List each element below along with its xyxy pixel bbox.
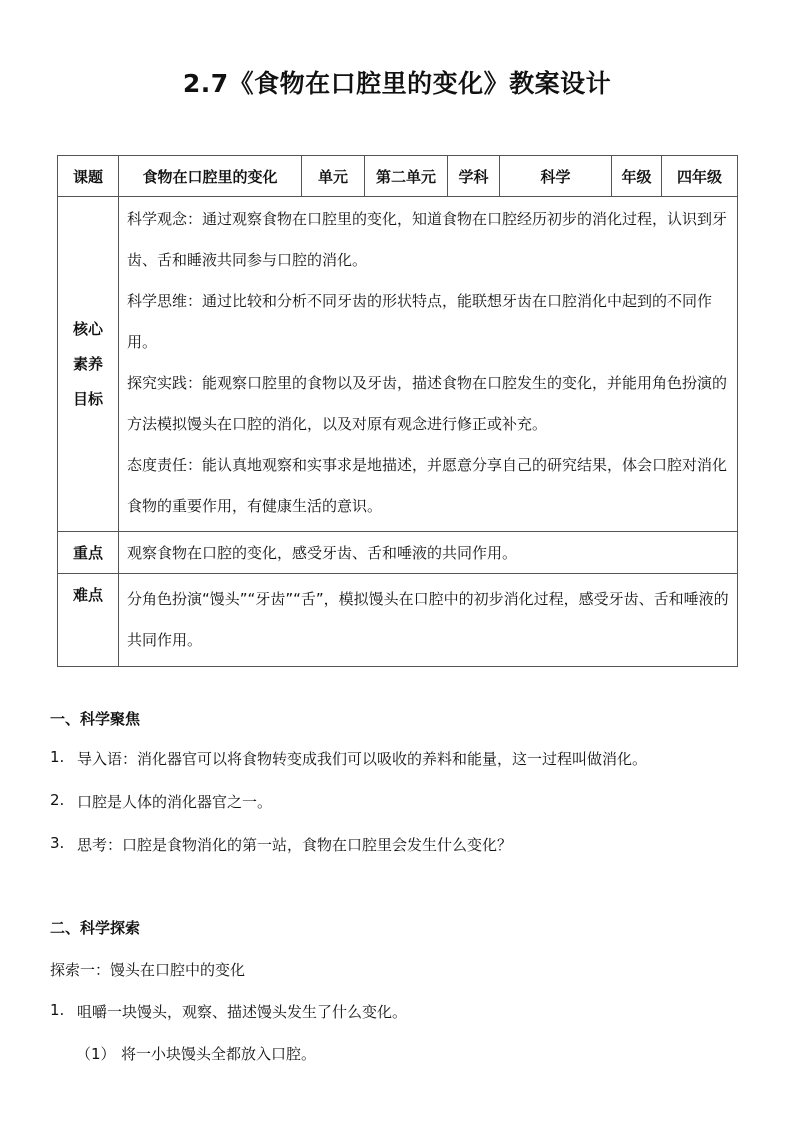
core-label-line: 素养 (72, 354, 103, 373)
core-goals-label (58, 197, 119, 532)
goal-attitude-responsibility: 态度责任：能认真地观察和实事求是地描述，并愿意分享自己的研究结果，体会口腔对消化食物的重要作用，有健康生活的意识。 (127, 456, 728, 515)
difficulty-label: 难点 (58, 574, 119, 667)
sub-list-number: （1） (76, 1045, 116, 1063)
core-label-line: 核心 (72, 319, 103, 338)
topic-label: 课题 (58, 156, 119, 197)
goal-science-thinking: 科学思维：通过比较和分析不同牙齿的形状特点，能联想牙齿在口腔消化中起到的不同作用。 (127, 292, 713, 351)
explore-title: 探索一：馒头在口腔中的变化 (50, 961, 246, 979)
difficulty-text: 分角色扮演“馒头”“牙齿”“舌”，模拟馒头在口腔中的初步消化过程，感受牙齿、舌和唾液的共同作用。 (127, 590, 729, 649)
sub-list-text: 将一小块馒头全都放入口腔。 (121, 1045, 317, 1063)
list-number: 1. (50, 748, 65, 766)
list-text: 导入语：消化器官可以将食物转变成我们可以吸收的养料和能量，这一过程叫做消化。 (77, 750, 648, 768)
key-point-row (58, 532, 738, 574)
sub-list-item (50, 1043, 750, 1064)
section-heading: 一、科学聚焦 (50, 710, 141, 728)
topic-value: 食物在口腔里的变化 (119, 156, 302, 197)
core-label-line: 目标 (72, 389, 103, 408)
list-item (50, 1001, 750, 1022)
list-text: 口腔是人体的消化器官之一。 (77, 793, 273, 811)
goal-science-concept: 科学观念：通过观察食物在口腔里的变化，知道食物在口腔经历初步的消化过程，认识到牙齿、舌和睡液共同参与口腔的消化。 (127, 210, 728, 269)
goal-inquiry-practice: 探究实践：能观察口腔里的食物以及牙齿，描述食物在口腔发生的变化，并能用角色扮演的方法模拟馒头在口腔的消化，以及对原有观念进行修正或补充。 (127, 374, 728, 433)
unit-label: 单元 (302, 156, 365, 197)
subject-label: 学科 (448, 156, 500, 197)
list-item (50, 791, 750, 812)
page-title: 2.7《食物在口腔里的变化》教案设计 (182, 69, 612, 98)
section-science-exploration (50, 917, 750, 1064)
core-goals-content (119, 197, 738, 532)
lesson-info-table (57, 155, 738, 667)
list-number: 3. (50, 834, 65, 852)
table-header-row (58, 156, 738, 197)
difficulty-cell (119, 574, 738, 667)
list-text: 思考：口腔是食物消化的第一站，食物在口腔里会发生什么变化？ (77, 836, 513, 854)
list-number: 2. (50, 791, 65, 809)
list-item (50, 748, 750, 769)
list-item (50, 834, 750, 855)
key-point-text: 观察食物在口腔的变化，感受牙齿、舌和唾液的共同作用。 (119, 532, 738, 574)
section-science-focus (50, 708, 750, 855)
section-heading: 二、科学探索 (50, 919, 141, 937)
list-number: 1. (50, 1001, 65, 1019)
grade-value: 四年级 (662, 156, 738, 197)
list-text: 咀嚼一块馒头，观察、描述馒头发生了什么变化。 (77, 1003, 408, 1021)
difficulty-row (58, 574, 738, 667)
unit-value: 第二单元 (365, 156, 448, 197)
subject-value: 科学 (500, 156, 612, 197)
core-goals-row (58, 197, 738, 532)
grade-label: 年级 (612, 156, 662, 197)
key-point-label: 重点 (58, 532, 119, 574)
